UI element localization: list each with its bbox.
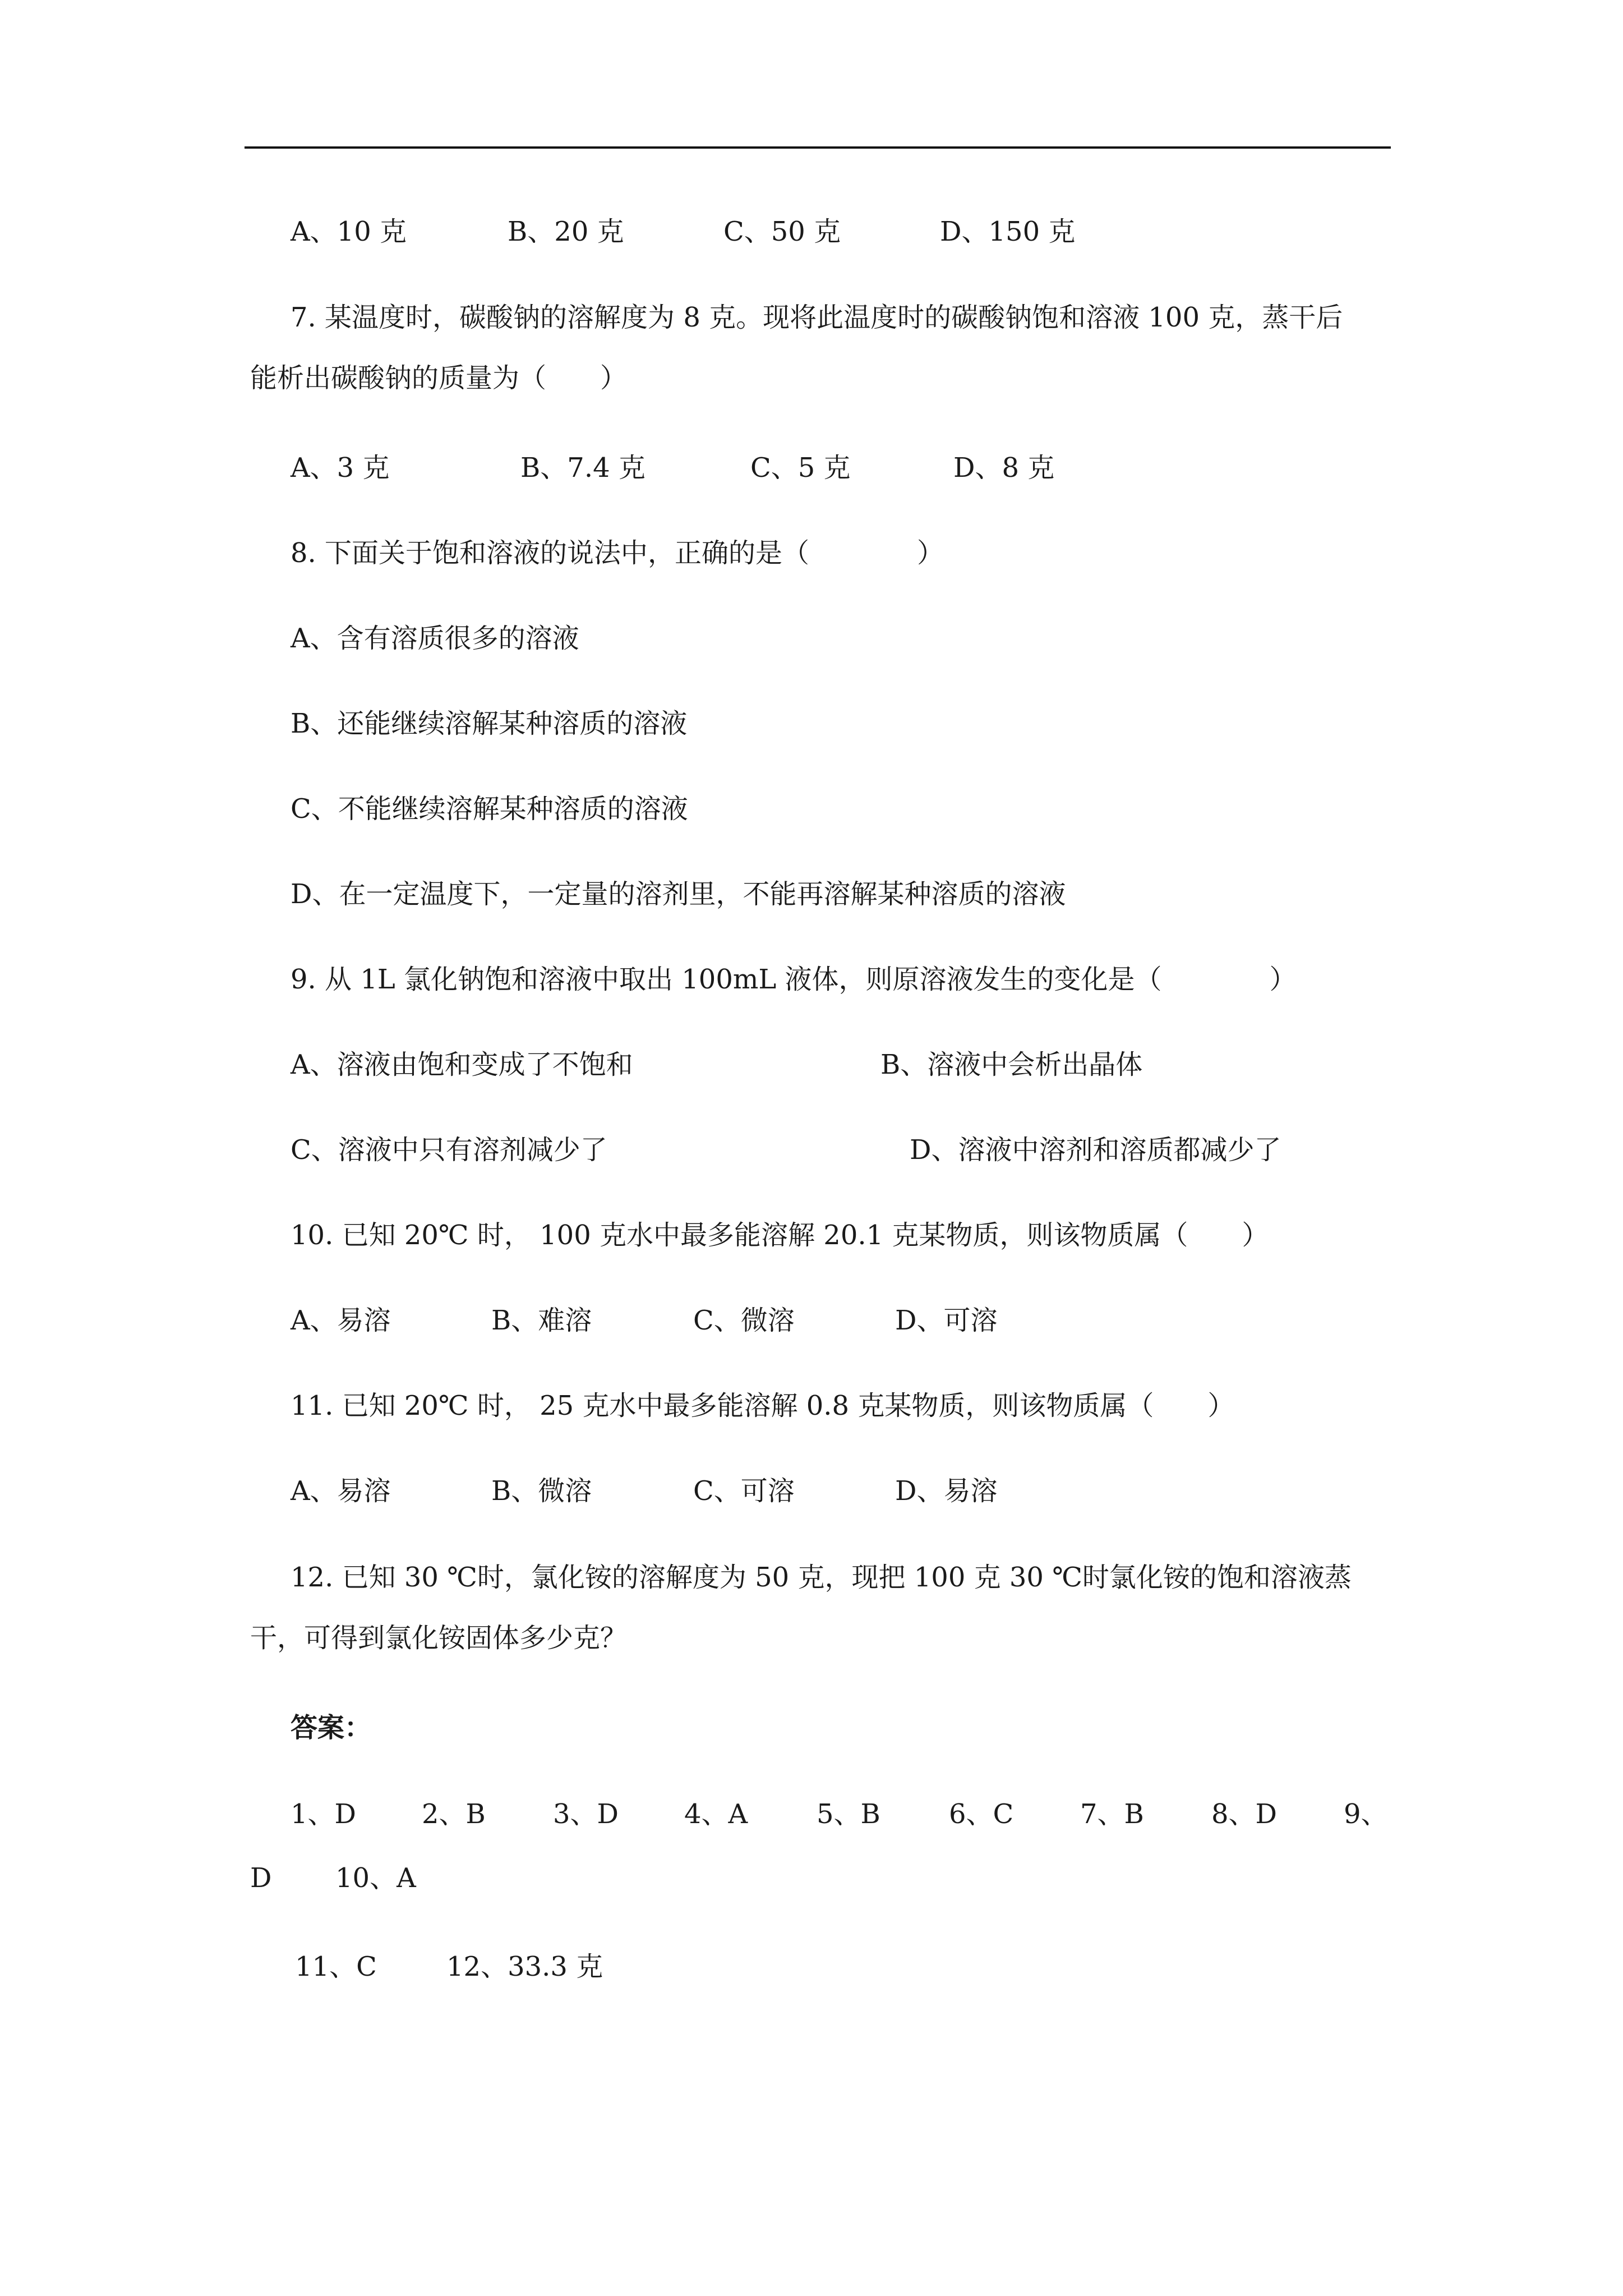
answer-item: 5、B	[817, 1798, 880, 1830]
answer-item: 12、33.3 克	[446, 1951, 603, 1982]
q11-option-d: D、易溶	[895, 1475, 998, 1507]
answer-item: 7、B	[1080, 1798, 1144, 1830]
q10-option-b: B、难溶	[491, 1305, 592, 1336]
q6-option-d: D、150 克	[940, 216, 1076, 247]
q8-stem: 8. 下面关于饱和溶液的说法中，正确的是（ ）	[291, 537, 944, 569]
q11-option-c: C、可溶	[693, 1475, 795, 1507]
answer-item: 4、A	[684, 1798, 748, 1830]
answer-item: 9、	[1344, 1798, 1388, 1830]
q7-option-c: C、5 克	[750, 452, 851, 484]
answer-item: 2、B	[422, 1798, 486, 1830]
q7-option-a: A、3 克	[291, 452, 390, 484]
q7-stem-line2: 能析出碳酸钠的质量为（ ）	[250, 362, 628, 394]
answer-item: 11、C	[295, 1951, 377, 1982]
q10-stem: 10. 已知 20℃ 时， 100 克水中最多能溶解 20.1 克某物质，则该物质属（ ）	[291, 1220, 1269, 1251]
q8-option-c: C、不能继续溶解某种溶质的溶液	[291, 793, 688, 825]
q12-stem-line2: 干，可得到氯化铵固体多少克？	[250, 1622, 628, 1654]
q6-option-c: C、50 克	[723, 216, 841, 247]
answer-item: 8、D	[1211, 1798, 1278, 1830]
q7-stem-line1: 7. 某温度时，碳酸钠的溶解度为 8 克。现将此温度时的碳酸钠饱和溶液 100 克，蒸干后	[291, 302, 1343, 333]
q12-stem-line1: 12. 已知 30 ℃时，氯化铵的溶解度为 50 克，现把 100 克 30 ℃时氯化铵的饱和溶液蒸	[291, 1562, 1352, 1593]
q10-option-c: C、微溶	[693, 1305, 795, 1336]
q11-option-b: B、微溶	[491, 1475, 592, 1507]
q9-option-a: A、溶液由饱和变成了不饱和	[291, 1049, 633, 1080]
q9-option-d: D、溶液中溶剂和溶质都减少了	[910, 1134, 1281, 1166]
q9-option-b: B、溶液中会析出晶体	[880, 1049, 1143, 1080]
answer-item: D	[250, 1862, 272, 1894]
q10-option-d: D、可溶	[895, 1305, 998, 1336]
answer-item: 3、D	[553, 1798, 619, 1830]
answer-item: 6、C	[949, 1798, 1014, 1830]
answers-heading: 答案：	[291, 1712, 372, 1743]
q8-option-d: D、在一定温度下，一定量的溶剂里，不能再溶解某种溶质的溶液	[291, 878, 1066, 910]
q9-option-c: C、溶液中只有溶剂减少了	[291, 1134, 607, 1166]
answer-item: 10、A	[335, 1862, 416, 1894]
q7-option-d: D、8 克	[953, 452, 1055, 484]
q6-option-a: A、10 克	[291, 216, 407, 247]
q11-stem: 11. 已知 20℃ 时， 25 克水中最多能溶解 0.8 克某物质，则该物质属（ ）	[291, 1390, 1235, 1421]
q8-option-b: B、还能继续溶解某种溶质的溶液	[291, 708, 688, 739]
q6-option-b: B、20 克	[508, 216, 624, 247]
q11-option-a: A、易溶	[291, 1475, 391, 1507]
answer-item: 1、D	[291, 1798, 357, 1830]
q7-option-b: B、7.4 克	[520, 452, 645, 484]
q8-option-a: A、含有溶质很多的溶液	[291, 623, 579, 654]
header-rule	[245, 146, 1391, 149]
q9-stem: 9. 从 1L 氯化钠饱和溶液中取出 100mL 液体，则原溶液发生的变化是（ ）	[291, 964, 1297, 995]
q10-option-a: A、易溶	[291, 1305, 391, 1336]
